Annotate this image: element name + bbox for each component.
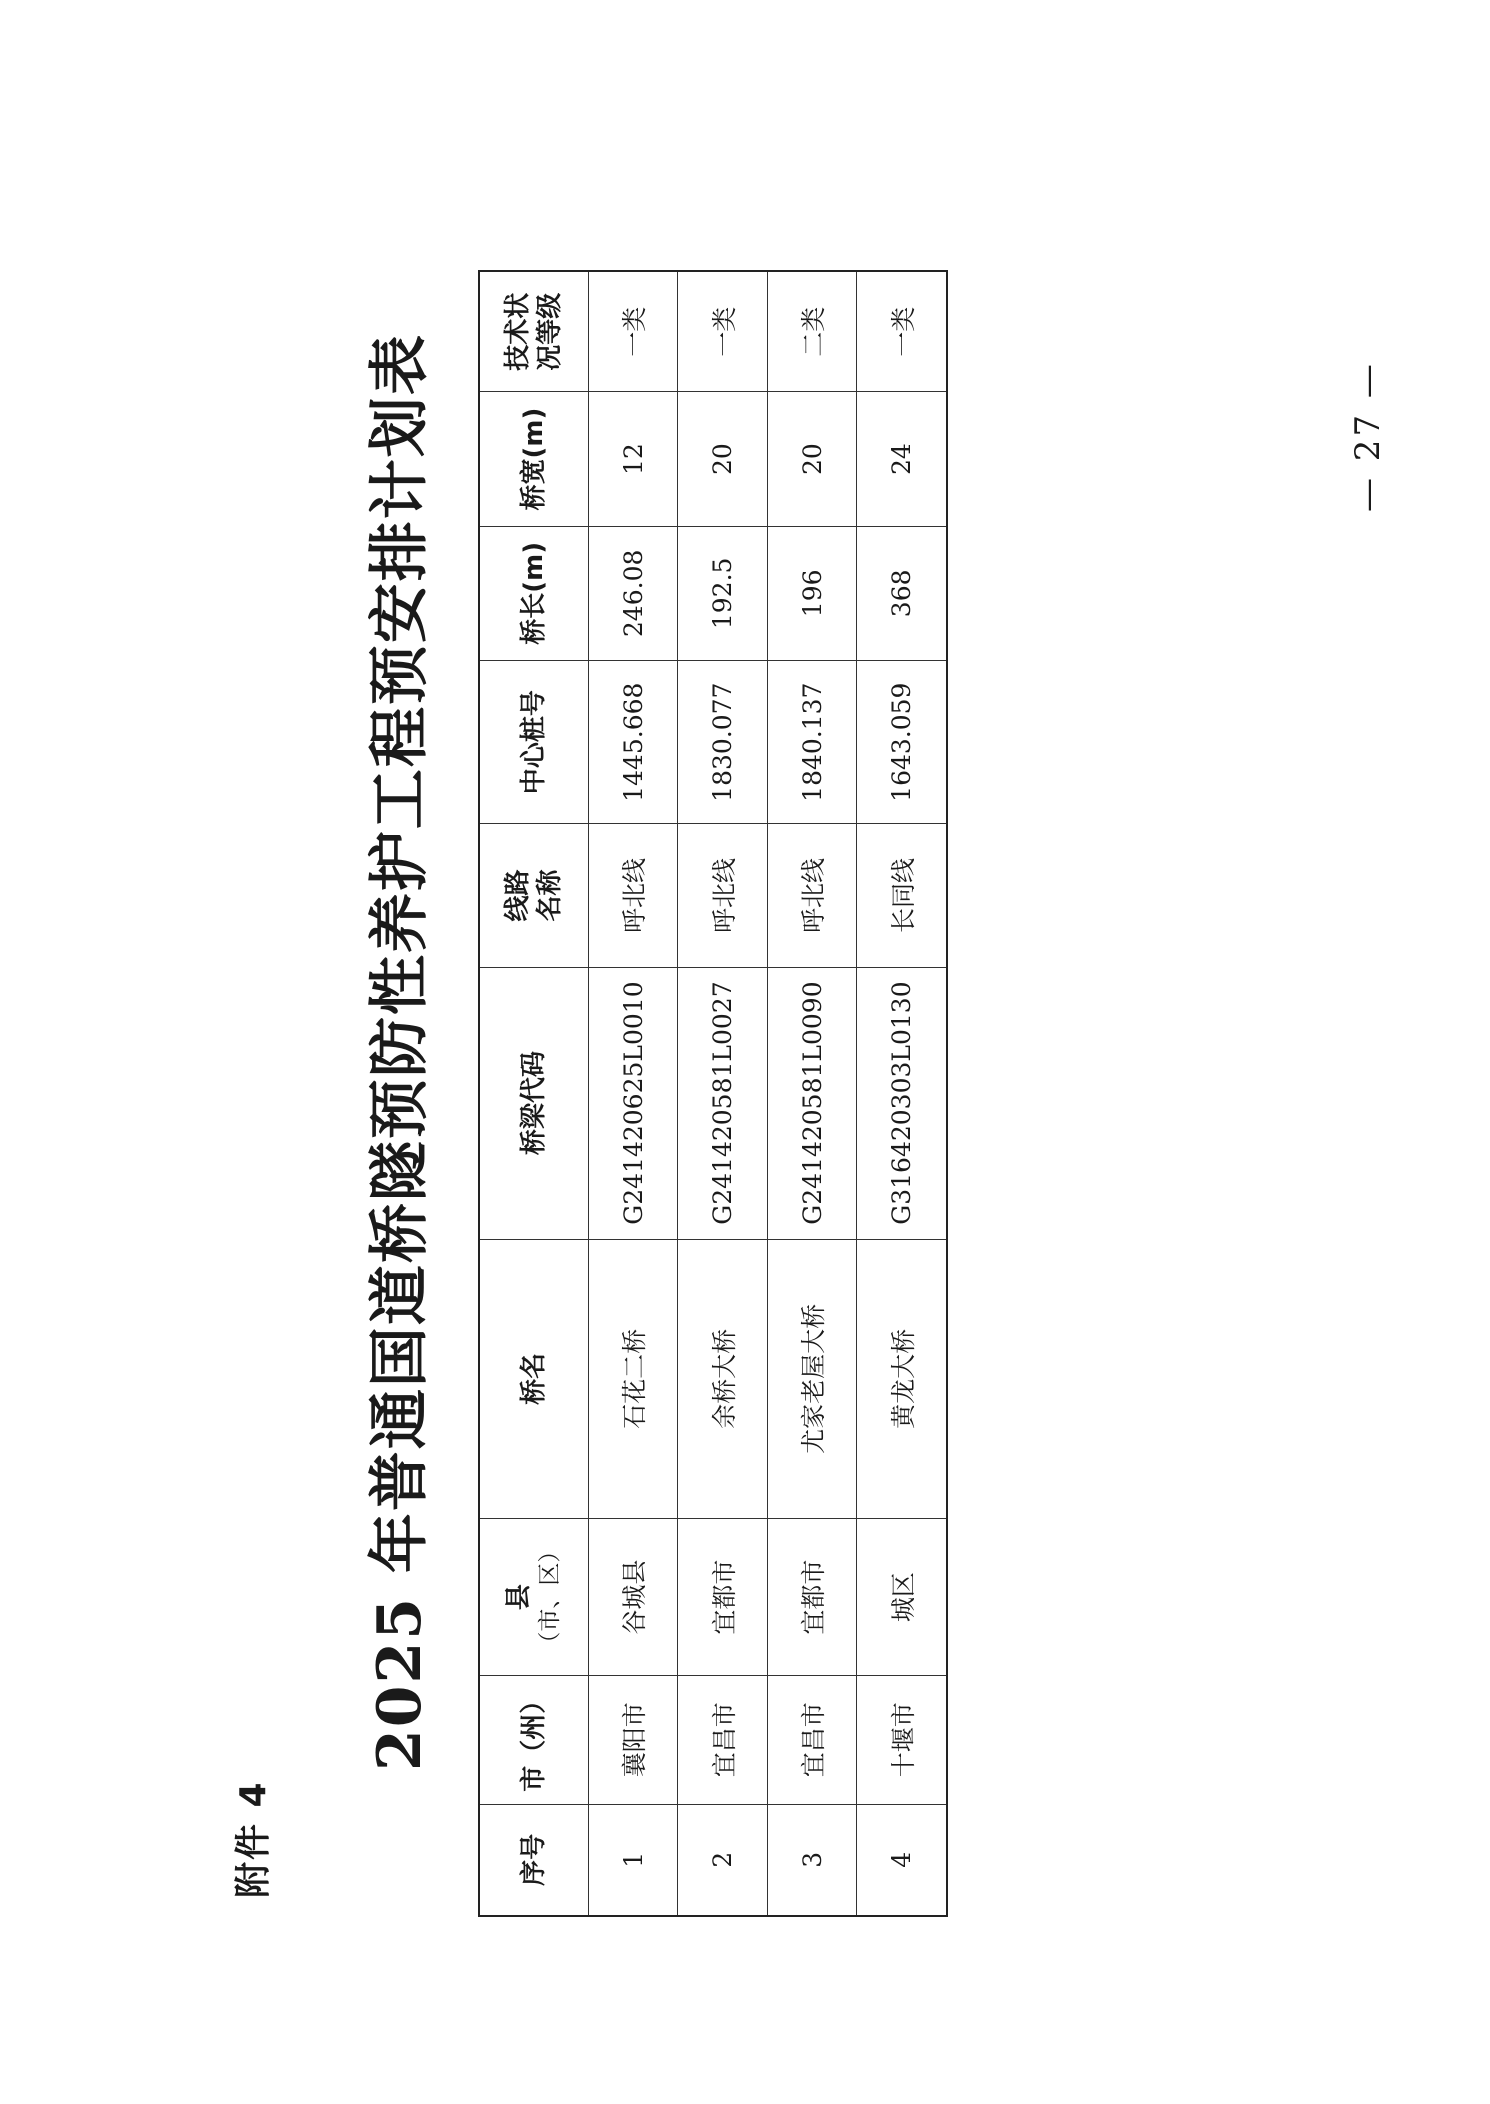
header-county-main: 县 xyxy=(504,1584,535,1611)
cell-county: 宜都市 xyxy=(678,1519,767,1676)
attachment-label: 附件 4 xyxy=(233,1780,274,1898)
plan-table xyxy=(478,270,948,1917)
header-route xyxy=(479,824,589,967)
cell-grade: 一类 xyxy=(589,271,678,392)
header-route-line2: 名称 xyxy=(535,869,565,922)
header-length: 桥长(m) xyxy=(479,526,589,660)
header-seq: 序号 xyxy=(479,1804,589,1916)
document-title: 2025 年普通国道桥隧预防性养护工程预安排计划表 xyxy=(365,333,435,1771)
table-row xyxy=(767,271,856,1916)
table-header-row xyxy=(479,271,589,1916)
cell-bridge-code: G241420625L0010 xyxy=(589,967,678,1239)
cell-route: 呼北线 xyxy=(678,824,767,967)
cell-width: 20 xyxy=(767,392,856,526)
table-row xyxy=(857,271,947,1916)
cell-center-stake: 1830.077 xyxy=(678,660,767,823)
table-row xyxy=(678,271,767,1916)
cell-county: 城区 xyxy=(857,1519,947,1676)
cell-city: 宜昌市 xyxy=(678,1675,767,1804)
header-grade-line1: 技术状 xyxy=(502,292,533,371)
page-number: — 27 — xyxy=(1348,361,1388,512)
cell-bridge-name: 石花二桥 xyxy=(589,1239,678,1519)
header-county-sub: （市、区） xyxy=(536,1539,563,1655)
cell-city: 十堰市 xyxy=(857,1675,947,1804)
cell-width: 24 xyxy=(857,392,947,526)
header-city: 市（州） xyxy=(479,1675,589,1804)
cell-bridge-name: 黄龙大桥 xyxy=(857,1239,947,1519)
cell-bridge-name: 尤家老屋大桥 xyxy=(767,1239,856,1519)
header-width: 桥宽(m) xyxy=(479,392,589,526)
cell-grade: 二类 xyxy=(767,271,856,392)
cell-bridge-code: G241420581L0027 xyxy=(678,967,767,1239)
cell-center-stake: 1445.668 xyxy=(589,660,678,823)
cell-width: 20 xyxy=(678,392,767,526)
table-row xyxy=(589,271,678,1916)
cell-route: 呼北线 xyxy=(767,824,856,967)
cell-county: 宜都市 xyxy=(767,1519,856,1676)
header-center-stake: 中心桩号 xyxy=(479,660,589,823)
cell-bridge-name: 余桥大桥 xyxy=(678,1239,767,1519)
cell-length: 246.08 xyxy=(589,526,678,660)
cell-width: 12 xyxy=(589,392,678,526)
cell-grade: 一类 xyxy=(857,271,947,392)
cell-city: 襄阳市 xyxy=(589,1675,678,1804)
cell-bridge-code: G241420581L0090 xyxy=(767,967,856,1239)
cell-route: 长同线 xyxy=(857,824,947,967)
cell-length: 368 xyxy=(857,526,947,660)
cell-bridge-code: G316420303L0130 xyxy=(857,967,947,1239)
cell-seq: 3 xyxy=(767,1804,856,1916)
cell-length: 196 xyxy=(767,526,856,660)
cell-seq: 4 xyxy=(857,1804,947,1916)
cell-city: 宜昌市 xyxy=(767,1675,856,1804)
header-county xyxy=(479,1519,589,1676)
header-grade xyxy=(479,271,589,392)
cell-seq: 2 xyxy=(678,1804,767,1916)
cell-center-stake: 1643.059 xyxy=(857,660,947,823)
cell-grade: 一类 xyxy=(678,271,767,392)
header-bridge-name: 桥名 xyxy=(479,1239,589,1519)
header-bridge-code: 桥梁代码 xyxy=(479,967,589,1239)
cell-center-stake: 1840.137 xyxy=(767,660,856,823)
cell-length: 192.5 xyxy=(678,526,767,660)
header-route-line1: 线路 xyxy=(502,869,533,922)
header-grade-line2: 况等级 xyxy=(535,292,565,371)
cell-county: 谷城县 xyxy=(589,1519,678,1676)
cell-route: 呼北线 xyxy=(589,824,678,967)
cell-seq: 1 xyxy=(589,1804,678,1916)
